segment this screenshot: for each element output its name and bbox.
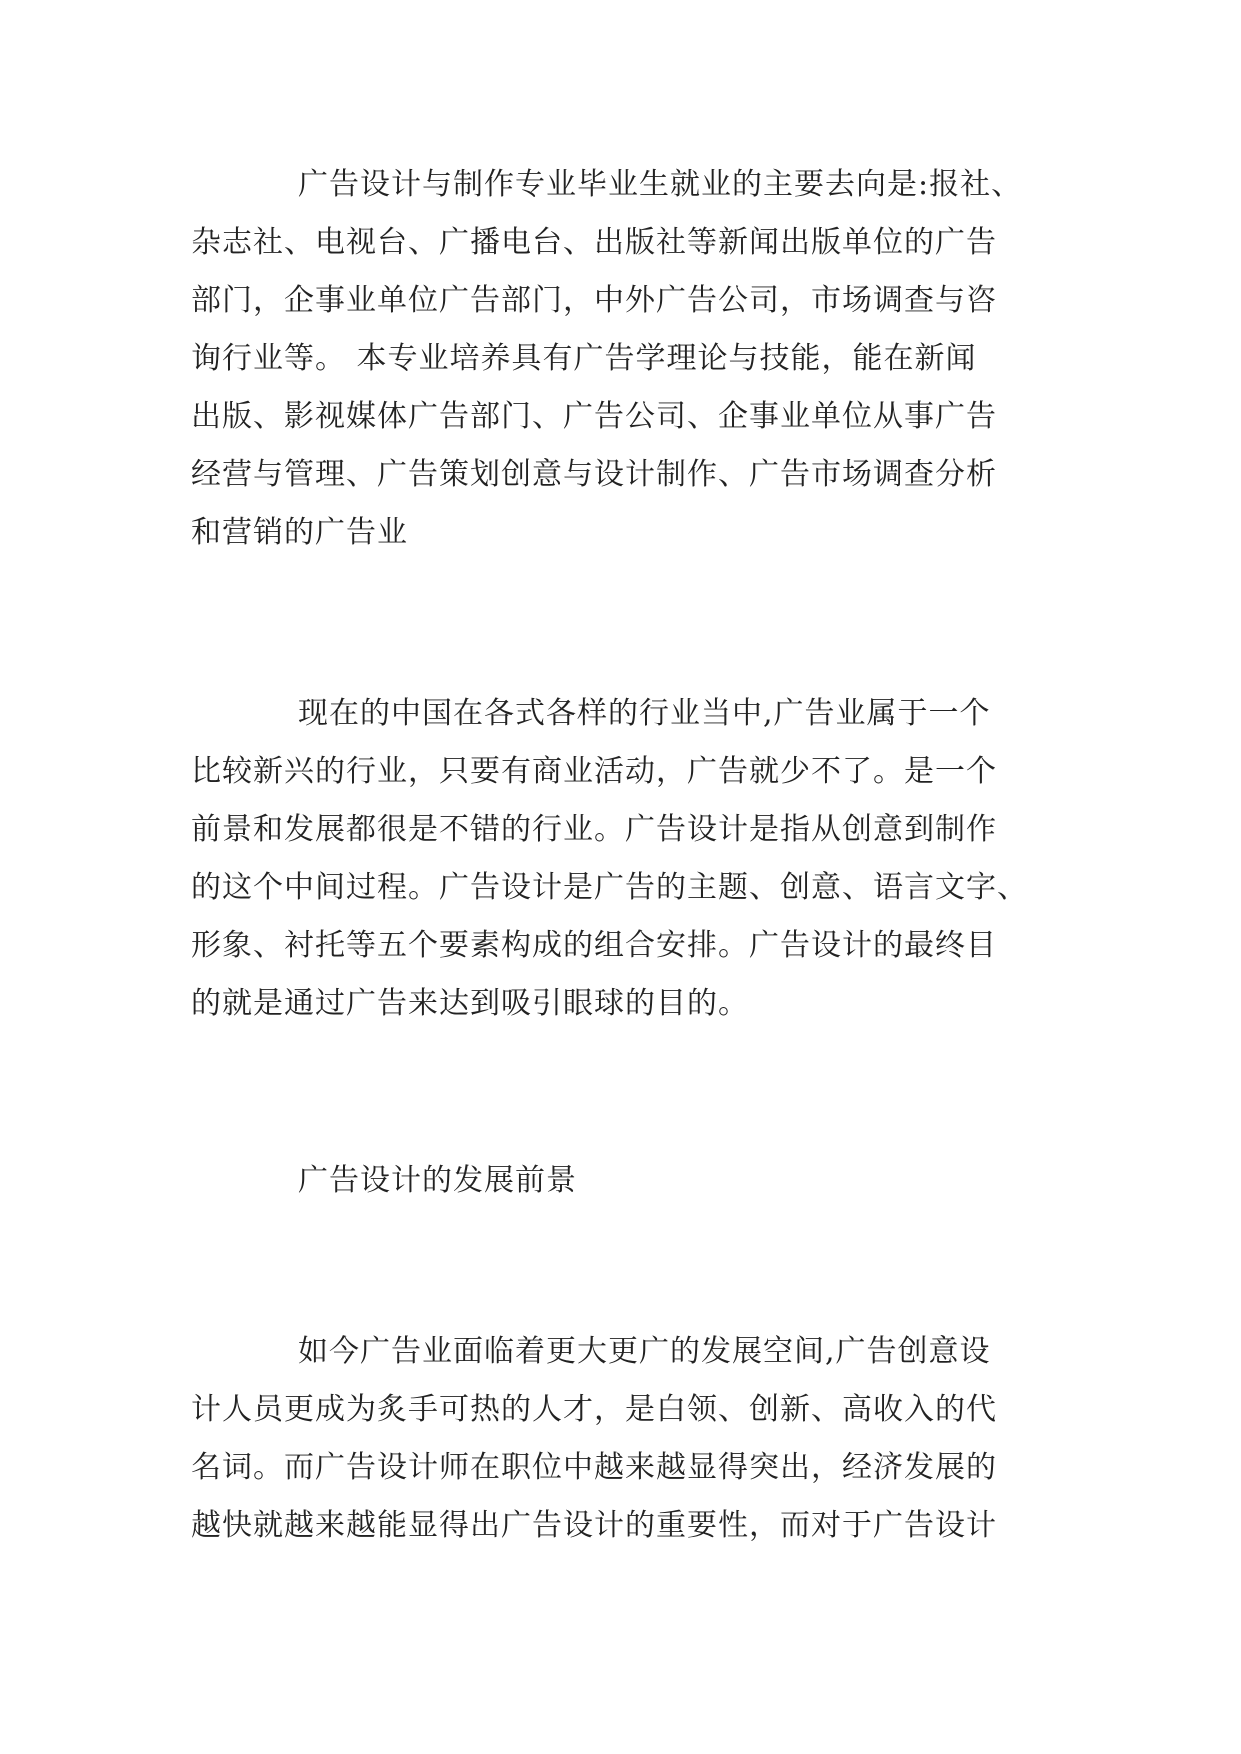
text-line: 计人员更成为炙手可热的人才，是白领、创新、高收入的代 — [191, 1392, 997, 1427]
text-line: 如今广告业面临着更大更广的发展空间,广告创意设 — [298, 1334, 991, 1369]
text-line: 出版、影视媒体广告部门、广告公司、企事业单位从事广告 — [191, 399, 997, 434]
text-line: 名词。而广告设计师在职位中越来越显得突出，经济发展的 — [191, 1450, 997, 1485]
text-line: 形象、衬托等五个要素构成的组合安排。广告设计的最终目 — [191, 928, 997, 963]
text-line: 和营销的广告业 — [191, 515, 408, 550]
heading-text: 广告设计的发展前景 — [298, 1163, 577, 1198]
text-line: 现在的中国在各式各样的行业当中,广告业属于一个 — [298, 696, 991, 731]
text-line: 询行业等。 本专业培养具有广告学理论与技能，能在新闻 — [191, 341, 977, 376]
text-line: 越快就越来越能显得出广告设计的重要性，而对于广告设计 — [191, 1508, 997, 1543]
paragraph-industry — [191, 685, 1061, 1033]
text-line: 杂志社、电视台、广播电台、出版社等新闻出版单位的广告 — [191, 225, 997, 260]
text-line: 广告设计与制作专业毕业生就业的主要去向是:报社、 — [298, 167, 1023, 202]
text-line: 经营与管理、广告策划创意与设计制作、广告市场调查分析 — [191, 457, 997, 492]
text-line: 的这个中间过程。广告设计是广告的主题、创意、语言文字、 — [191, 870, 1028, 905]
text-line: 部门，企事业单位广告部门，中外广告公司，市场调查与咨 — [191, 283, 997, 318]
text-line: 前景和发展都很是不错的行业。广告设计是指从创意到制作 — [191, 812, 997, 847]
paragraph-employment — [191, 156, 1061, 562]
paragraph-prospects — [191, 1323, 1061, 1555]
section-heading — [191, 1152, 1061, 1210]
text-line: 的就是通过广告来达到吸引眼球的目的。 — [191, 986, 749, 1021]
text-line: 比较新兴的行业，只要有商业活动，广告就少不了。是一个 — [191, 754, 997, 789]
